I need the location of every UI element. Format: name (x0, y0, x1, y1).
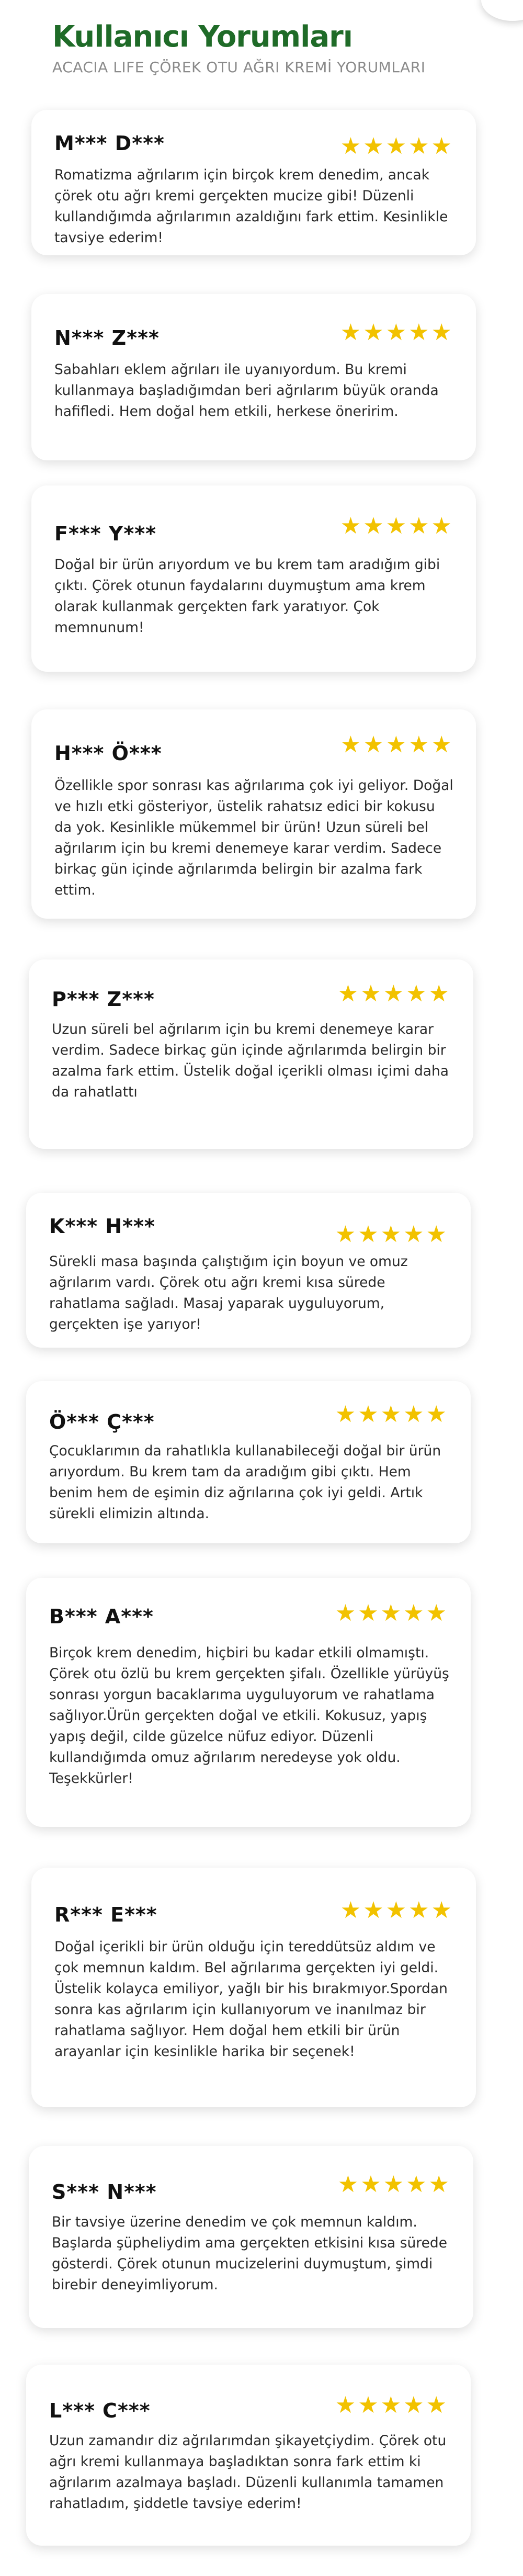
star-icon: ★ (363, 1897, 384, 1924)
star-rating (340, 1899, 452, 1922)
corner-decoration (481, 0, 523, 21)
star-icon: ★ (340, 1897, 361, 1924)
review-text: Doğal içerikli bir ürün olduğu için tereddütsüz aldım ve çok memnun kaldım. Bel ağrılarıma gerçekten iyi geldi. Üstelik kolayca emiliyor, yağlı bir his bırakmıyor.Spordan sonra kas ağrılarım için kullanıyorum ve inanılmaz bir rahatlama sağlıyor. Hem doğal hem etkili bir ürün arayanlar için kesinlikle harika bir seçenek! (54, 1939, 448, 2060)
star-icon: ★ (385, 513, 407, 539)
star-icon: ★ (358, 1221, 379, 1248)
review-card (29, 959, 473, 1149)
review-card (26, 1381, 471, 1543)
star-icon: ★ (335, 1401, 356, 1428)
review-text: Romatizma ağrılarım için birçok krem denedim, ancak çörek otu ağrı kremi gerçekten mucize gibi! Düzenli kullandığımda ağrılarımın azaldığını fark ettim. Kesinlikle tavsiye ederim! (54, 167, 448, 246)
review-text: Doğal bir ürün arıyordum ve bu krem tam aradığım gibi çıktı. Çörek otunun faydalarını duymuştum ama krem olarak kullanmak gerçekten fark yaratıyor. Çok memnunum! (54, 557, 440, 636)
star-rating (335, 1602, 447, 1625)
review-card (31, 110, 476, 255)
review-text: Çocuklarımın da rahatlıkla kullanabileceği doğal bir ürün arıyordum. Bu krem tam da aradığım gibi çıktı. Hem benim hem de eşimin diz ağrılarına çok iyi geldi. Artık sürekli elimizin altında. (49, 1443, 441, 1522)
reviewer-name: F*** Y*** (54, 522, 156, 545)
page-title: Kullanıcı Yorumları (52, 20, 353, 54)
star-icon: ★ (408, 513, 429, 539)
star-icon: ★ (363, 319, 384, 346)
star-icon: ★ (426, 1221, 447, 1248)
review-text: Sürekli masa başında çalıştığım için boyun ve omuz ağrılarım vardı. Çörek otu ağrı kremi kısa sürede rahatlama sağladı. Masaj yaparak uyguluyorum, gerçekten işe yarıyor! (49, 1253, 408, 1332)
reviewer-name: N*** Z*** (54, 326, 160, 349)
star-icon: ★ (385, 1897, 407, 1924)
review-text: Uzun süreli bel ağrılarım için bu kremi denemeye karar verdim. Sadece birkaç gün içinde ağrılarımda belirgin bir azalma fark ettim. Üstelik doğal içerikli olması içimi daha da rahatlattı (52, 1021, 449, 1100)
star-icon: ★ (380, 2392, 402, 2419)
star-rating (340, 321, 452, 344)
reviewer-name: B*** A*** (49, 1605, 154, 1628)
star-icon: ★ (337, 2171, 359, 2198)
star-icon: ★ (428, 2171, 449, 2198)
review-text: Birçok krem denedim, hiçbiri bu kadar etkili olmamıştı. Çörek otu özlü bu krem gerçekten şifalı. Özellikle yürüyüş sonrası yorgun bacaklarıma uyguluyorum ve rahatlama sağlıyor.Ürün gerçekten doğal ve etkili. Kokusuz, yapış yapış değil, cilde güzelce nüfuz ediyor. Düzenli kullandığımda omuz ağrılarım neredeyse yok oldu. Teşekkürler! (49, 1645, 449, 1787)
review-card (26, 2365, 471, 2546)
star-icon: ★ (340, 513, 361, 539)
review-card (31, 294, 476, 460)
star-icon: ★ (337, 980, 359, 1007)
star-icon: ★ (340, 731, 361, 758)
star-icon: ★ (363, 513, 384, 539)
page-header (52, 21, 502, 76)
star-icon: ★ (335, 1221, 356, 1248)
star-icon: ★ (358, 1600, 379, 1626)
star-icon: ★ (363, 731, 384, 758)
star-icon: ★ (428, 980, 449, 1007)
star-icon: ★ (406, 2171, 427, 2198)
review-text: Uzun zamandır diz ağrılarımdan şikayetçiydim. Çörek otu ağrı kremi kullanmaya başladıktan sonra fark ettim ki ağrılarım azalmaya başladı. Düzenli kullanımla tamamen rahatladım, şiddetle tavsiye ederim! (49, 2433, 447, 2512)
star-rating (335, 1223, 447, 1246)
star-icon: ★ (340, 133, 361, 160)
star-icon: ★ (385, 731, 407, 758)
star-rating (335, 1403, 447, 1426)
star-icon: ★ (408, 319, 429, 346)
reviewer-name: M*** D*** (54, 132, 165, 155)
star-icon: ★ (426, 1401, 447, 1428)
star-icon: ★ (340, 319, 361, 346)
star-rating (340, 515, 452, 538)
review-text: Özellikle spor sonrası kas ağrılarıma çok iyi geliyor. Doğal ve hızlı etki gösteriyor, üstelik rahatsız edici bir kokusu da yok. Kesinlikle mükemmel bir ürün! Uzun süreli bel ağrılarım için bu kremi denemeye karar verdim. Sadece birkaç gün içinde ağrılarımda belirgin bir azalma fark ettim. (54, 777, 453, 898)
star-icon: ★ (385, 319, 407, 346)
star-icon: ★ (358, 1401, 379, 1428)
reviewer-name: Ö*** Ç*** (49, 1410, 155, 1433)
review-text: Bir tavsiye üzerine denedim ve çok memnun kaldım. Başlarda şüpheliydim ama gerçekten etkisini kısa sürede gösterdi. Çörek otunun mucizelerini duymuştum, şimdi birebir deneyimliyorum. (52, 2214, 448, 2293)
review-card (26, 1578, 471, 1827)
page-subtitle: ACACIA LIFE ÇÖREK OTU AĞRI KREMİ YORUMLARI (52, 58, 426, 76)
star-icon: ★ (431, 513, 452, 539)
star-icon: ★ (408, 133, 429, 160)
star-icon: ★ (426, 2392, 447, 2419)
review-card (29, 2146, 473, 2328)
star-icon: ★ (403, 1401, 424, 1428)
star-icon: ★ (431, 731, 452, 758)
star-icon: ★ (403, 1221, 424, 1248)
reviewer-name: H*** Ö*** (54, 742, 162, 765)
review-card (26, 1193, 471, 1348)
star-rating (335, 2394, 447, 2417)
star-icon: ★ (403, 1600, 424, 1626)
star-icon: ★ (426, 1600, 447, 1626)
star-rating (338, 2173, 449, 2196)
star-icon: ★ (408, 731, 429, 758)
star-icon: ★ (358, 2392, 379, 2419)
review-text: Sabahları eklem ağrıları ile uyanıyordum. Bu kremi kullanmaya başladığımdan beri ağrılarım büyük oranda hafifledi. Hem doğal hem etkili, herkese öneririm. (54, 361, 439, 420)
reviewer-name: R*** E*** (54, 1903, 157, 1926)
star-icon: ★ (383, 2171, 404, 2198)
star-icon: ★ (431, 133, 452, 160)
star-rating (340, 733, 452, 756)
reviewer-name: S*** N*** (52, 2180, 157, 2204)
review-card (31, 1868, 476, 2107)
review-card (31, 485, 476, 672)
review-card (31, 709, 476, 919)
star-icon: ★ (431, 319, 452, 346)
star-icon: ★ (383, 980, 404, 1007)
star-rating (340, 135, 452, 158)
reviewer-name: P*** Z*** (52, 988, 155, 1011)
star-icon: ★ (408, 1897, 429, 1924)
reviewer-name: K*** H*** (49, 1215, 155, 1238)
star-icon: ★ (360, 980, 381, 1007)
reviewer-name: L*** C*** (49, 2399, 151, 2422)
star-icon: ★ (406, 980, 427, 1007)
star-icon: ★ (360, 2171, 381, 2198)
star-icon: ★ (385, 133, 407, 160)
star-rating (338, 982, 449, 1005)
star-icon: ★ (363, 133, 384, 160)
star-icon: ★ (403, 2392, 424, 2419)
star-icon: ★ (380, 1221, 402, 1248)
star-icon: ★ (335, 1600, 356, 1626)
star-icon: ★ (335, 2392, 356, 2419)
star-icon: ★ (431, 1897, 452, 1924)
star-icon: ★ (380, 1600, 402, 1626)
star-icon: ★ (380, 1401, 402, 1428)
